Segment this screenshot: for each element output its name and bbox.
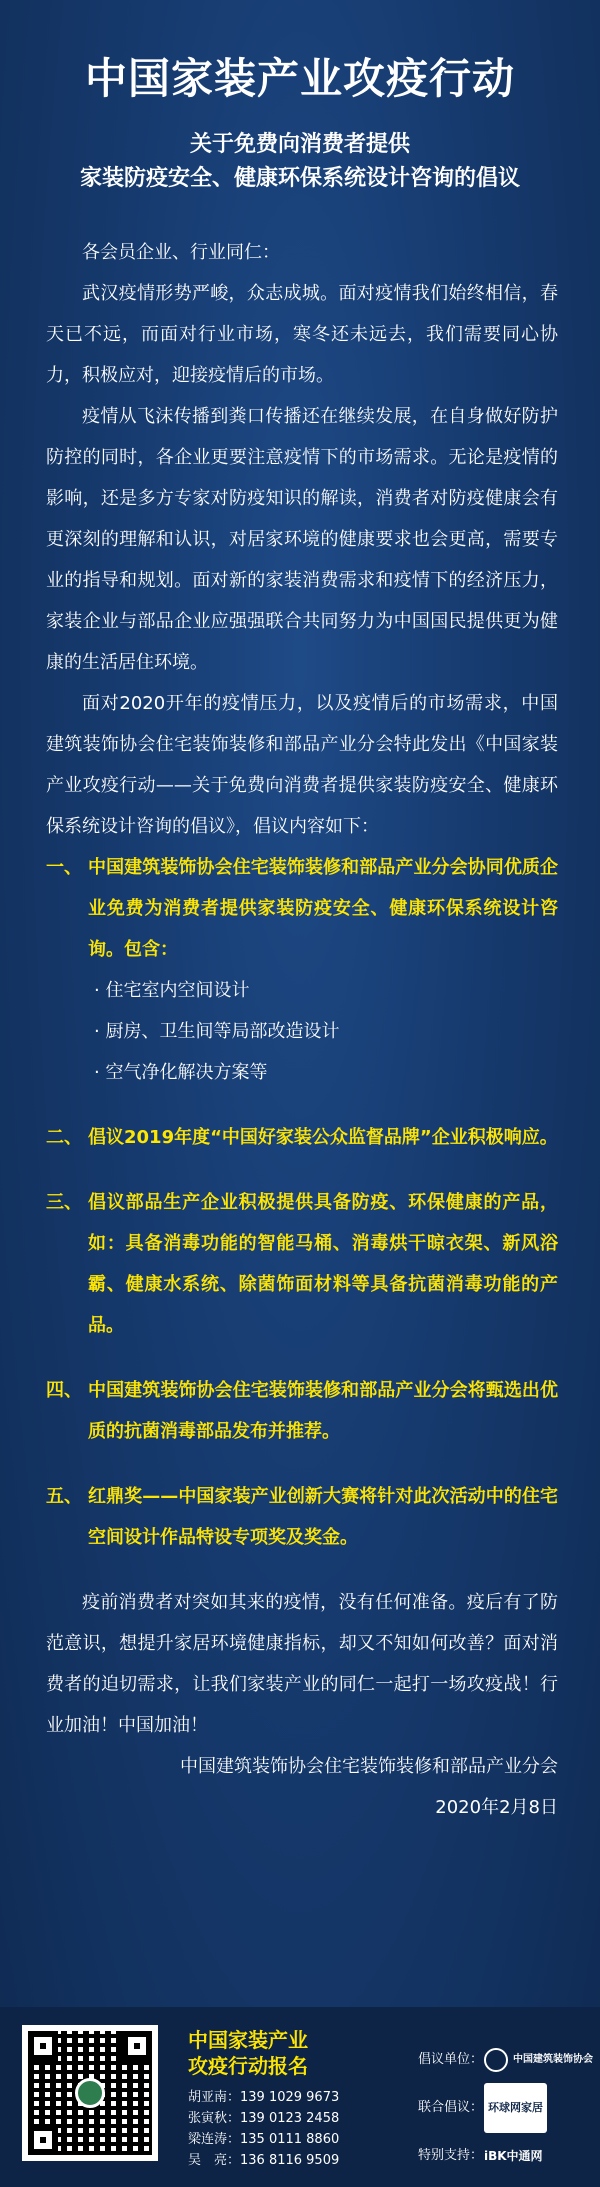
- partner-logo: 环球网家居: [484, 2083, 547, 2133]
- proposal-item-4: [46, 1370, 558, 1452]
- proposal-item-1: [46, 847, 558, 970]
- item-text: 红鼎奖——中国家装产业创新大赛将针对此次活动中的住宅空间设计作品特设专项奖及奖金。: [88, 1486, 558, 1548]
- contact-phone[interactable]: 136 8116 9509: [240, 2153, 340, 2168]
- footer: [0, 2007, 600, 2187]
- paragraph-2: 疫情从飞沫传播到粪口传播还在继续发展，在自身做好防护防控的同时，各企业更要注意疫情下的市场需求。无论是疫情的影响，还是多方专家对防疫知识的解读，消费者对防疫健康会有更深刻的理解和认识，对居家环境的健康要求也会更高，需要专业的指导和规划。面对新的家装消费需求和疫情下的经济压力，家装企业与部品企业应强强联合共同努力为中国国民提供更为健康的生活居住环境。: [46, 406, 558, 673]
- bullet-item: · 住宅室内空间设计: [94, 980, 250, 1001]
- partner-label: 联合倡议：: [418, 2100, 484, 2115]
- item-number: 三、: [46, 1192, 82, 1213]
- partner-list: [418, 2037, 593, 2179]
- closing-paragraph: 疫前消费者对突如其来的疫情，没有任何准备。疫后有了防范意识，想提升家居环境健康指标，却又不知如何改善？面对消费者的迫切需求，让我们家装产业的同仁一起打一场攻疫战！行业加油！中国加油！: [46, 1592, 558, 1736]
- qr-code-icon[interactable]: [22, 2025, 158, 2161]
- item-text: 倡议部品生产企业积极提供具备防疫、环保健康的产品，如：具备消毒功能的智能马桶、消毒烘干晾衣架、新风浴霸、健康水系统、除菌饰面材料等具备抗菌消毒功能的产品。: [88, 1192, 558, 1336]
- association-emblem-icon: [484, 2048, 508, 2072]
- contact-name: 吴 亮：: [188, 2153, 241, 2168]
- partner-logo: 中国建筑装饰协会: [484, 2037, 593, 2083]
- partner-row: [418, 2133, 593, 2179]
- contact-row: [188, 2087, 339, 2108]
- item-text: 中国建筑装饰协会住宅装饰装修和部品产业分会将甄选出优质的抗菌消毒部品发布并推荐。: [88, 1380, 558, 1442]
- item-number: 五、: [46, 1486, 82, 1507]
- contact-name: 梁连涛：: [188, 2132, 241, 2147]
- contact-name: 胡亚南：: [188, 2090, 241, 2105]
- item-number: 四、: [46, 1380, 82, 1401]
- registration-line-2: 攻疫行动报名: [188, 2054, 308, 2078]
- registration-title: [188, 2027, 308, 2079]
- item-number: 二、: [46, 1127, 82, 1148]
- item-text: 中国建筑装饰协会住宅装饰装修和部品产业分会协同优质企业免费为消费者提供家装防疫安全、健康环保系统设计咨询。包含：: [88, 857, 558, 960]
- page-subtitle: [0, 128, 600, 196]
- subtitle-line-2: 家装防疫安全、健康环保系统设计咨询的倡议: [79, 166, 520, 191]
- contact-list: [188, 2087, 339, 2171]
- item-1-bullets: [46, 970, 558, 1093]
- partner-logo: iBK中通网: [484, 2149, 543, 2163]
- partner-row: [418, 2037, 593, 2083]
- paragraph-1: 武汉疫情形势严峻，众志成城。面对疫情我们始终相信，春天已不远，而面对行业市场，寒冬还未远去，我们需要同心协力，积极应对，迎接疫情后的市场。: [46, 283, 558, 386]
- paragraph-3: 面对2020开年的疫情压力，以及疫情后的市场需求，中国建筑装饰协会住宅装饰装修和部品产业分会特此发出《中国家装产业攻疫行动——关于免费向消费者提供家装防疫安全、健康环保系统设计咨询的倡议》，倡议内容如下：: [46, 693, 558, 837]
- association-logo-icon: [75, 2078, 105, 2108]
- item-text: 倡议2019年度“中国好家装公众监督品牌”企业积极响应。: [88, 1127, 558, 1148]
- bullet-item: · 厨房、卫生间等局部改造设计: [94, 1021, 340, 1042]
- item-number: 一、: [46, 857, 82, 878]
- bullet-item: · 空气净化解决方案等: [94, 1062, 268, 1083]
- contact-phone[interactable]: 135 0111 8860: [240, 2132, 340, 2147]
- contact-name: 张寅秋：: [188, 2111, 241, 2126]
- contact-row: [188, 2129, 339, 2150]
- contact-phone[interactable]: 139 1029 9673: [240, 2090, 340, 2105]
- proposal-item-2: [46, 1117, 558, 1158]
- partner-label: 倡议单位：: [418, 2052, 484, 2067]
- registration-line-1: 中国家装产业: [188, 2028, 308, 2052]
- page-title: 中国家装产业攻疫行动: [84, 54, 515, 103]
- partner-row: [418, 2083, 593, 2133]
- letter-body: [46, 232, 558, 1828]
- contact-row: [188, 2150, 339, 2171]
- partner-label: 特别支持：: [418, 2148, 484, 2163]
- subtitle-line-1: 关于免费向消费者提供: [189, 132, 410, 157]
- date: 2020年2月8日: [435, 1797, 558, 1818]
- proposal-item-5: [46, 1476, 558, 1558]
- proposal-item-3: [46, 1182, 558, 1346]
- signature: 中国建筑装饰协会住宅装饰装修和部品产业分会: [180, 1756, 558, 1777]
- contact-row: [188, 2108, 339, 2129]
- contact-phone[interactable]: 139 0123 2458: [240, 2111, 340, 2126]
- greeting: 各会员企业、行业同仁：: [82, 242, 280, 263]
